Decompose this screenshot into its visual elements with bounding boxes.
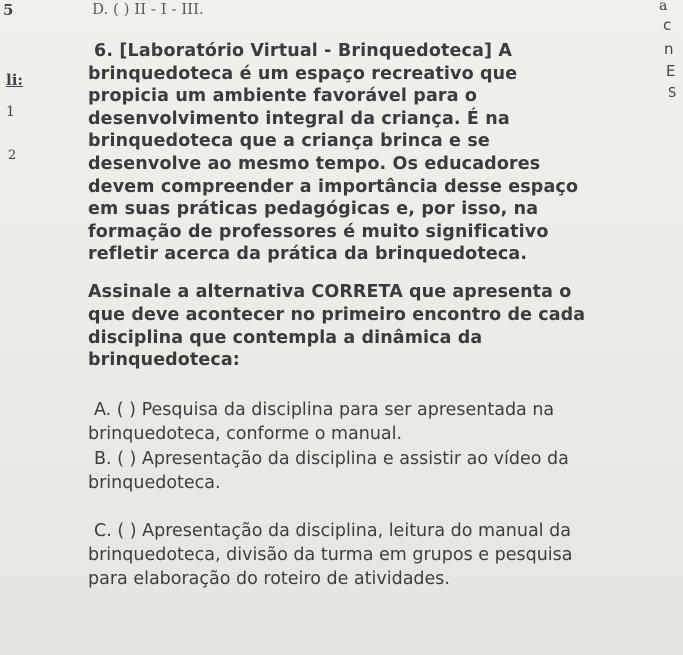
right-edge-fragment-e: E [666, 62, 676, 80]
right-edge-fragment-c: c [663, 16, 672, 34]
prompt-line: que deve acontecer no primeiro encontro de cada [88, 304, 586, 325]
right-edge-fragment-s: S [668, 86, 677, 101]
option-c-line: para elaboração do roteiro de atividades. [88, 569, 450, 589]
left-edge-fragment-2: 2 [8, 148, 17, 163]
left-edge-fragment-li: li: [6, 71, 23, 89]
previous-option-d-fragment: D. ( ) II - I - III. [92, 0, 204, 18]
question-line: 6. [Laboratório Virtual - Brinquedoteca] A [94, 41, 513, 61]
right-edge-fragment-n: n [664, 40, 674, 58]
question-line: desenvolvimento integral da criança. É na [88, 108, 510, 129]
option-c [88, 519, 683, 591]
question-statement [88, 40, 648, 266]
option-a-line: A. ( ) Pesquisa da disciplina para ser apresentada na [94, 400, 555, 420]
option-a-line: brinquedoteca, conforme o manual. [88, 424, 403, 444]
option-b-line: brinquedoteca. [88, 473, 221, 493]
question-line: desenvolve ao mesmo tempo. Os educadores [88, 153, 541, 174]
option-b [88, 447, 683, 495]
prompt-line: disciplina que contempla a dinâmica da [88, 327, 483, 348]
left-edge-fragment-1: 1 [6, 104, 15, 120]
question-prompt [88, 281, 678, 372]
question-line: brinquedoteca é um espaço recreativo que [88, 63, 518, 84]
question-line: refletir acerca da prática da brinquedoteca. [88, 244, 528, 265]
prompt-line: Assinale a alternativa CORRETA que apresenta o [88, 282, 572, 302]
prompt-line: brinquedoteca: [88, 350, 240, 371]
question-line: devem compreender a importância desse espaço [88, 176, 579, 197]
option-a [88, 398, 683, 446]
question-line: propicia um ambiente favorável para o [88, 86, 478, 107]
page-number-fragment: 5 [3, 1, 14, 19]
option-c-line: brinquedoteca, divisão da turma em grupos e pesquisa [88, 545, 573, 565]
question-line: em suas práticas pedagógicas e, por isso, na [88, 199, 539, 220]
question-line: formação de professores é muito significativo [88, 221, 549, 242]
question-line: brinquedoteca que a criança brinca e se [88, 131, 490, 152]
option-b-line: B. ( ) Apresentação da disciplina e assistir ao vídeo da [94, 449, 569, 469]
option-c-line: C. ( ) Apresentação da disciplina, leitura do manual da [94, 521, 571, 541]
right-edge-fragment-a: a [659, 0, 668, 14]
